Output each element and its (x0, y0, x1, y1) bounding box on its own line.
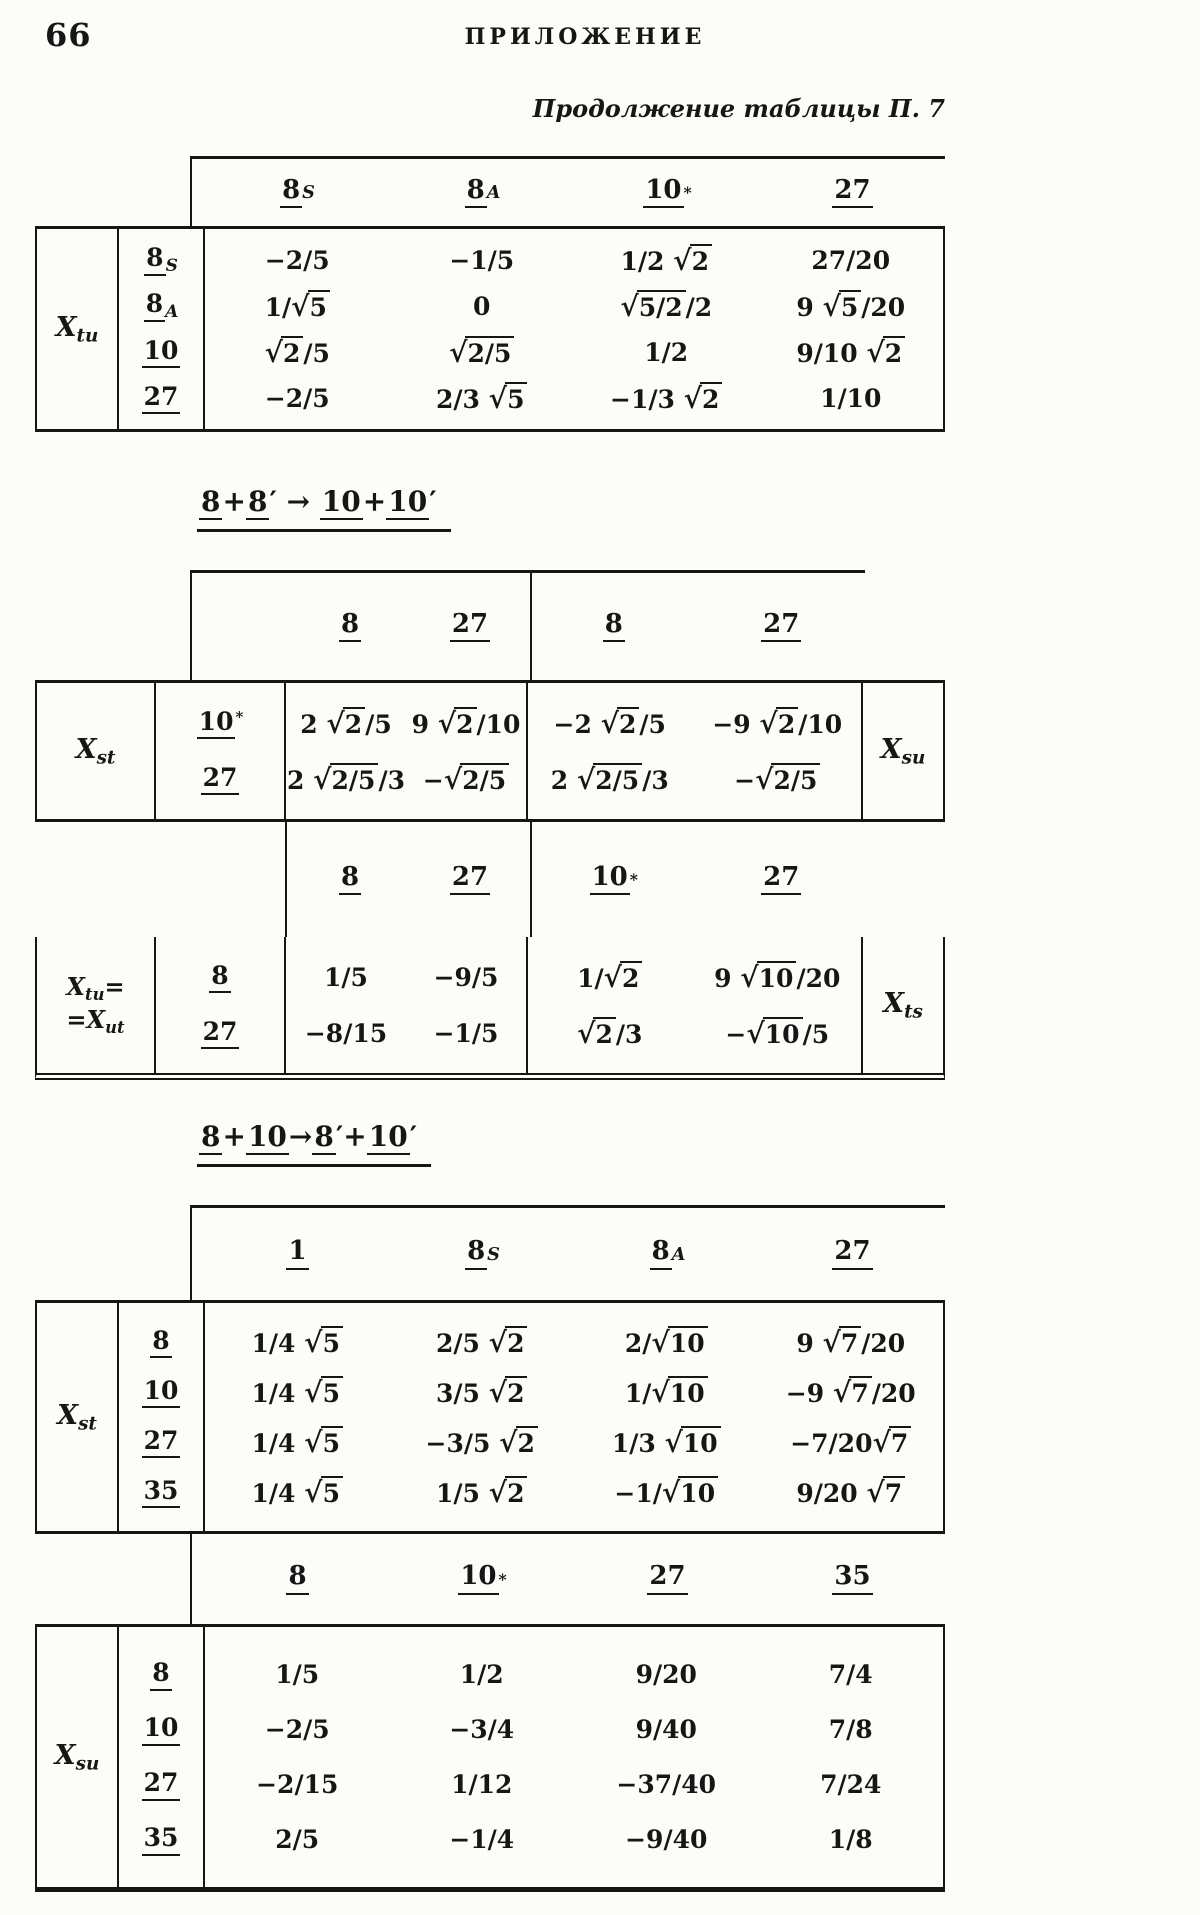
table3-right-stub (861, 937, 943, 1073)
column-header: 8 S (390, 1208, 575, 1300)
table5-row-labels (117, 1627, 205, 1887)
table2-header-band (190, 570, 865, 680)
table3-header-band (285, 822, 865, 937)
left-group-label-line1: $X_{tu}=$ (66, 971, 125, 1004)
matrix-cell: √5/2 /2 (620, 289, 713, 323)
row-label: 8 (150, 1326, 171, 1358)
matrix-cell: −8/15 (304, 1018, 388, 1048)
column-header: 27 (410, 573, 530, 680)
matrix-cell: −9/40 (625, 1825, 708, 1854)
table1-column-headers (205, 159, 945, 226)
table4-stub (37, 1303, 117, 1531)
crossing-table-2 (35, 570, 945, 822)
matrix-cell: −√2/5 (423, 763, 509, 796)
matrix-cell: −1/4 (449, 1825, 515, 1854)
matrix-cell: 1/10 (820, 383, 882, 413)
matrix-cell: −2 √2 /5 (553, 706, 666, 740)
row-group-label: $X_{st}$ (57, 1399, 97, 1435)
column-header: 8 S (205, 159, 390, 226)
column-header: 35 (760, 1534, 945, 1624)
matrix-cell: 2/5 (275, 1825, 320, 1854)
matrix-cell: −1/√10 (614, 1476, 718, 1509)
column-header: 8 (530, 573, 698, 680)
table4-header-band (190, 1205, 945, 1300)
matrix-cell: −2/5 (264, 383, 330, 413)
row-label: 27 (201, 763, 240, 795)
matrix-cell: 9 √2 /10 (411, 706, 521, 740)
matrix-cell: −2/5 (264, 1715, 330, 1744)
row-label: 35 (142, 1476, 181, 1508)
right-group-label: $X_{su}$ (880, 733, 926, 769)
table5-body (35, 1624, 945, 1892)
matrix-cell: 1/2 (459, 1660, 504, 1689)
page-head (35, 14, 945, 64)
matrix-cell: −2/15 (256, 1770, 339, 1799)
table1-row-labels (117, 229, 205, 429)
matrix-cell: 1/4 √5 (252, 1376, 343, 1409)
matrix-cell: 1/4 √5 (252, 1476, 343, 1509)
column-header: 8 (290, 822, 410, 937)
column-header: 8 A (575, 1208, 760, 1300)
table5-stub (37, 1627, 117, 1887)
header-pad (192, 1208, 205, 1300)
matrix-cell: 1/√5 (265, 290, 330, 323)
matrix-cell: −9 √7 /20 (785, 1375, 916, 1409)
table5-matrix (205, 1627, 943, 1887)
row-label: 8 (209, 961, 230, 993)
table4-body (35, 1300, 945, 1534)
row-label: 27 (142, 1768, 181, 1800)
continuation-note: Продолжение таблицы П. 7 (532, 94, 945, 123)
column-header: 27 (760, 1208, 945, 1300)
matrix-cell: −7/20√7 (790, 1426, 911, 1459)
matrix-cell: 9/40 (635, 1715, 697, 1744)
table2-row-labels (154, 683, 286, 819)
column-header: 27 (410, 822, 530, 937)
row-label: 8 $_A$ (145, 289, 179, 323)
column-header: 27 (698, 822, 866, 937)
matrix-cell: 27/20 (811, 245, 891, 275)
reaction-heading-1 (35, 485, 945, 545)
matrix-cell: −√2/5 (734, 763, 820, 796)
matrix-cell: 1/√10 (625, 1376, 708, 1409)
matrix-cell: 2 √2 /5 (300, 706, 392, 740)
column-header: 1 (205, 1208, 390, 1300)
matrix-cell: 9 √7 /20 (796, 1325, 906, 1359)
left-group-label: $X_{st}$ (75, 733, 116, 769)
matrix-cell: 3/5 √2 (436, 1376, 527, 1409)
matrix-cell: 2/3 √5 (436, 382, 527, 415)
matrix-cell: −2/5 (264, 245, 330, 275)
matrix-cell: 7/4 (828, 1660, 873, 1689)
matrix-cell: −37/40 (616, 1770, 717, 1799)
page-content (35, 14, 945, 1892)
row-label: 10 (142, 1376, 181, 1408)
row-group-label: $X_{su}$ (54, 1739, 100, 1775)
header-pad (192, 573, 290, 680)
matrix-cell: 1/5 (275, 1660, 320, 1689)
table3-left-stub (37, 937, 154, 1073)
matrix-cell: −3/5 √2 (426, 1426, 538, 1459)
table1-header-band (190, 156, 945, 226)
row-label: 27 (142, 1426, 181, 1458)
column-header: 27 (575, 1534, 760, 1624)
matrix-cell: −9 √2 /10 (712, 706, 843, 740)
row-label: 27 (201, 1017, 240, 1049)
header-pad (192, 1534, 205, 1624)
row-label: 27 (142, 382, 181, 414)
page-number: 66 (45, 16, 92, 54)
table2-body (35, 680, 945, 822)
table4-matrix (205, 1303, 943, 1531)
row-label: 10 * (197, 707, 244, 739)
column-header: 10 * (390, 1534, 575, 1624)
matrix-cell: 7/24 (820, 1770, 882, 1799)
table1-body (35, 226, 945, 432)
table2-right-stub (861, 683, 943, 819)
table5-header-band (190, 1534, 945, 1624)
matrix-cell: −1/5 (433, 1018, 499, 1048)
appendix-title: ПРИЛОЖЕНИЕ (464, 24, 706, 50)
header-pad (192, 159, 205, 226)
matrix-cell: −1/5 (449, 245, 515, 275)
matrix-cell: 1/8 (828, 1825, 873, 1854)
table1-matrix (205, 229, 943, 429)
matrix-cell: −3/4 (449, 1715, 515, 1744)
matrix-cell: 0 (473, 291, 491, 321)
table4-column-headers (205, 1208, 945, 1300)
table2-left-stub (37, 683, 154, 819)
crossing-table-4 (35, 1205, 945, 1534)
column-header: 8 (205, 1534, 390, 1624)
row-label: 8 (150, 1658, 171, 1690)
column-header: 8 (290, 573, 410, 680)
row-label: 8 $_S$ (146, 243, 178, 277)
left-group-label-line2: $=X_{ut}$ (66, 1005, 125, 1037)
matrix-cell: 1/4 √5 (252, 1426, 343, 1459)
table3-column-headers (290, 822, 865, 937)
matrix-cell: 1/2 √2 (621, 244, 712, 277)
column-header: 10 * (530, 822, 698, 937)
table4-row-labels (117, 1303, 205, 1531)
matrix-cell: 1/5 (324, 962, 368, 992)
row-label: 10 (142, 1713, 181, 1745)
matrix-cell: √2/5 (449, 336, 514, 369)
matrix-cell: √2 /5 (264, 335, 330, 369)
matrix-cell: 2/√10 (625, 1326, 708, 1359)
matrix-cell: 2 √2/5 /3 (287, 762, 405, 796)
reaction-equation: 8+8′ → 10+10′ (197, 485, 451, 532)
table3-matrix (286, 937, 861, 1073)
column-header: 8 A (390, 159, 575, 226)
matrix-cell: 1/5 √2 (436, 1476, 527, 1509)
matrix-cell: 2/5 √2 (436, 1326, 527, 1359)
matrix-cell: 7/8 (828, 1715, 873, 1744)
table5-column-headers (205, 1534, 945, 1624)
matrix-cell: 9/20 √7 (796, 1476, 905, 1509)
matrix-cell: 9 √10 /20 (714, 960, 841, 994)
matrix-cell: −√10 /5 (725, 1016, 830, 1050)
reaction-equation: 8+10→8′+10′ (197, 1120, 431, 1167)
row-label: 10 (142, 336, 181, 368)
matrix-cell: 9 √5 /20 (796, 289, 906, 323)
matrix-cell: 1/√2 (577, 961, 642, 994)
table2-column-headers (290, 573, 865, 680)
matrix-cell: 1/4 √5 (252, 1326, 343, 1359)
matrix-cell: 9/10 √2 (796, 336, 905, 369)
right-group-label: $X_{ts}$ (883, 987, 923, 1023)
crossing-table-1 (35, 156, 945, 432)
matrix-cell: √2 /3 (577, 1016, 643, 1050)
matrix-cell: −1/3 √2 (610, 382, 722, 415)
table3-body (35, 937, 945, 1080)
matrix-cell: 2 √2/5 /3 (550, 762, 669, 796)
reaction-heading-2 (35, 1120, 945, 1180)
crossing-table-3 (35, 822, 945, 1080)
table2-matrix (286, 683, 861, 819)
row-label: 35 (142, 1823, 181, 1855)
table1-stub (37, 229, 117, 429)
matrix-cell: −9/5 (433, 962, 499, 992)
matrix-cell: 9/20 (635, 1660, 697, 1689)
matrix-cell: 1/3 √10 (612, 1426, 721, 1459)
column-header: 27 (698, 573, 866, 680)
crossing-table-5 (35, 1534, 945, 1892)
column-header: 27 (760, 159, 945, 226)
column-header: 10 * (575, 159, 760, 226)
row-group-label: $X_{tu}$ (55, 311, 99, 347)
matrix-cell: 1/12 (451, 1770, 513, 1799)
table3-row-labels (154, 937, 286, 1073)
matrix-cell: 1/2 (644, 337, 689, 367)
